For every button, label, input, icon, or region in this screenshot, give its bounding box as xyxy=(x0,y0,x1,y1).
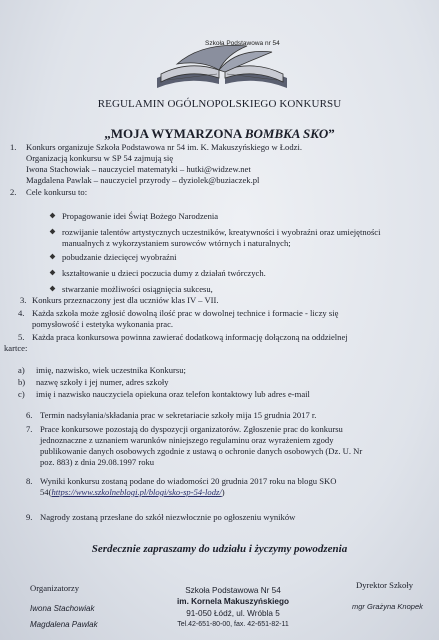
sko-blog-link[interactable]: https://www.szkolneblogi.pl/blogi/sko-sp-54-lodz/ xyxy=(51,487,222,497)
item-2-number: 2. xyxy=(10,187,17,197)
bullet-icon xyxy=(50,269,56,275)
item-8-suffix: ) xyxy=(221,487,225,497)
item-9-line-1: Nagrody zostaną przesłane do szkół niezwłocznie po ogłoszeniu wyników xyxy=(40,512,296,522)
contest-title-post: ” xyxy=(328,126,335,141)
item-3-line-1: Konkurs przeznaczony jest dla uczniów klas IV – VII. xyxy=(32,295,219,305)
bullet-icon xyxy=(50,228,56,234)
sub-a-number: a) xyxy=(18,365,25,375)
sub-b-text: nazwę szkoły i jej numer, adres szkoły xyxy=(36,377,169,387)
item-1-line-1: Konkurs organizuje Szkoła Podstawowa nr 54 im. K. Makuszyńskiego w Łodzi. xyxy=(26,142,302,152)
bullet-icon xyxy=(50,212,56,218)
item-5-number: 5. xyxy=(18,332,25,342)
item-7-line-1: Prace konkursowe pozostają do dyspozycji organizatorów. Zgłoszenie prac do konkursu xyxy=(40,424,343,434)
goal-1: Propagowanie idei Świąt Bożego Narodzenia xyxy=(62,211,219,221)
item-4-line-1: Każda szkoła może zgłosić dowolną ilość prac w dowolnej technice i formacie - liczy się xyxy=(32,308,339,318)
item-7-number: 7. xyxy=(26,424,33,434)
item-1-line-2: Organizacją konkursu w SP 54 zajmują się xyxy=(26,153,174,163)
school-stamp-line-4: Tel.42-651-80-00, fax. 42-651-82-11 xyxy=(177,621,289,628)
item-8-line-1: Wyniki konkursu zostaną podane do wiadomości 20 grudnia 2017 roku na blogu SKO xyxy=(40,476,337,486)
contest-title-italic: BOMBKA SKO xyxy=(244,126,329,141)
item-7-line-4: poz. 883) z dnia 29.08.1997 roku xyxy=(40,457,155,467)
item-8-prefix: 54( xyxy=(40,487,52,497)
item-5-line-2: kartce: xyxy=(4,343,28,353)
goal-2-line-1: rozwijanie talentów artystycznych uczestników, kreatywności i wyobraźni oraz umiejętności xyxy=(62,227,381,237)
item-6-line-1: Termin nadsyłania/składania prac w sekretariacie szkoły mija 15 grudnia 2017 r. xyxy=(40,410,317,420)
item-9-number: 9. xyxy=(26,512,33,522)
bullet-icon xyxy=(50,285,56,291)
item-1-line-3: Iwona Stachowiak – nauczyciel matematyki – hutki@widzew.net xyxy=(26,164,251,174)
item-7-line-3: publikowanie danych osobowych zgodnie z ustawą o ochronie danych osobowych (Dz. U. Nr xyxy=(40,446,363,456)
bullet-icon xyxy=(50,253,56,259)
contest-title xyxy=(0,126,439,142)
organizers-label: Organizatorzy xyxy=(30,583,79,593)
organizer-1-signature: Iwona Stachowiak xyxy=(30,604,95,613)
logo-caption: Szkoła Podstawowa nr 54 xyxy=(205,40,280,47)
sub-a-text: imię, nazwisko, wiek uczestnika Konkursu; xyxy=(36,365,186,375)
sub-c-number: c) xyxy=(18,389,25,399)
sub-c-text: imię i nazwisko nauczyciela opiekuna oraz telefon kontaktowy lub adres e-mail xyxy=(36,389,310,399)
goal-5: stwarzanie możliwości osiągnięcia sukcesu, xyxy=(62,284,213,294)
item-8-line-2 xyxy=(40,487,225,498)
regulation-heading: REGULAMIN OGÓLNOPOLSKIEGO KONKURSU xyxy=(97,98,342,110)
director-name: mgr Grażyna Knopek xyxy=(352,602,423,611)
item-8-number: 8. xyxy=(26,476,33,486)
item-4-number: 4. xyxy=(18,308,25,318)
item-5-line-1: Każda praca konkursowa powinna zawierać dodatkową informację dołączoną na oddzielnej xyxy=(32,332,348,342)
contest-title-pre: „MOJA WYMARZONA xyxy=(104,126,245,141)
item-4-line-2: pomysłowość i estetyka wykonania prac. xyxy=(32,319,174,329)
director-label: Dyrektor Szkoły xyxy=(356,580,414,590)
item-1-line-4: Magdalena Pawlak – nauczyciel przyrody – dyziolek@buziaczek.pl xyxy=(26,175,260,185)
goal-2-line-2: manualnych z wykorzystaniem surowców wtórnych i naturalnych; xyxy=(62,238,291,248)
item-6-number: 6. xyxy=(26,410,33,420)
closing-invitation: Serdecznie zapraszamy do udziału i życzymy powodzenia xyxy=(91,543,348,555)
item-7-line-2: jednoznaczne z uznaniem warunków niniejszego regulaminu oraz wyrażeniem zgody xyxy=(40,435,334,445)
school-stamp-line-1: Szkoła Podstawowa Nr 54 xyxy=(185,586,281,595)
organizer-2-signature: Magdalena Pawlak xyxy=(30,620,98,629)
sub-b-number: b) xyxy=(18,377,26,387)
goal-3: pobudzanie dziecięcej wyobraźni xyxy=(62,252,177,262)
school-stamp-line-2: im. Kornela Makuszyńskiego xyxy=(177,597,289,606)
item-1-number: 1. xyxy=(10,142,17,152)
item-2-line-1: Cele konkursu to: xyxy=(26,187,88,197)
goal-4: kształtowanie u dzieci poczucia dumy z działań twórczych. xyxy=(62,268,266,278)
item-3-number: 3. xyxy=(20,295,27,305)
school-stamp-line-3: 91-050 Łódź, ul. Wróbla 5 xyxy=(186,609,280,618)
